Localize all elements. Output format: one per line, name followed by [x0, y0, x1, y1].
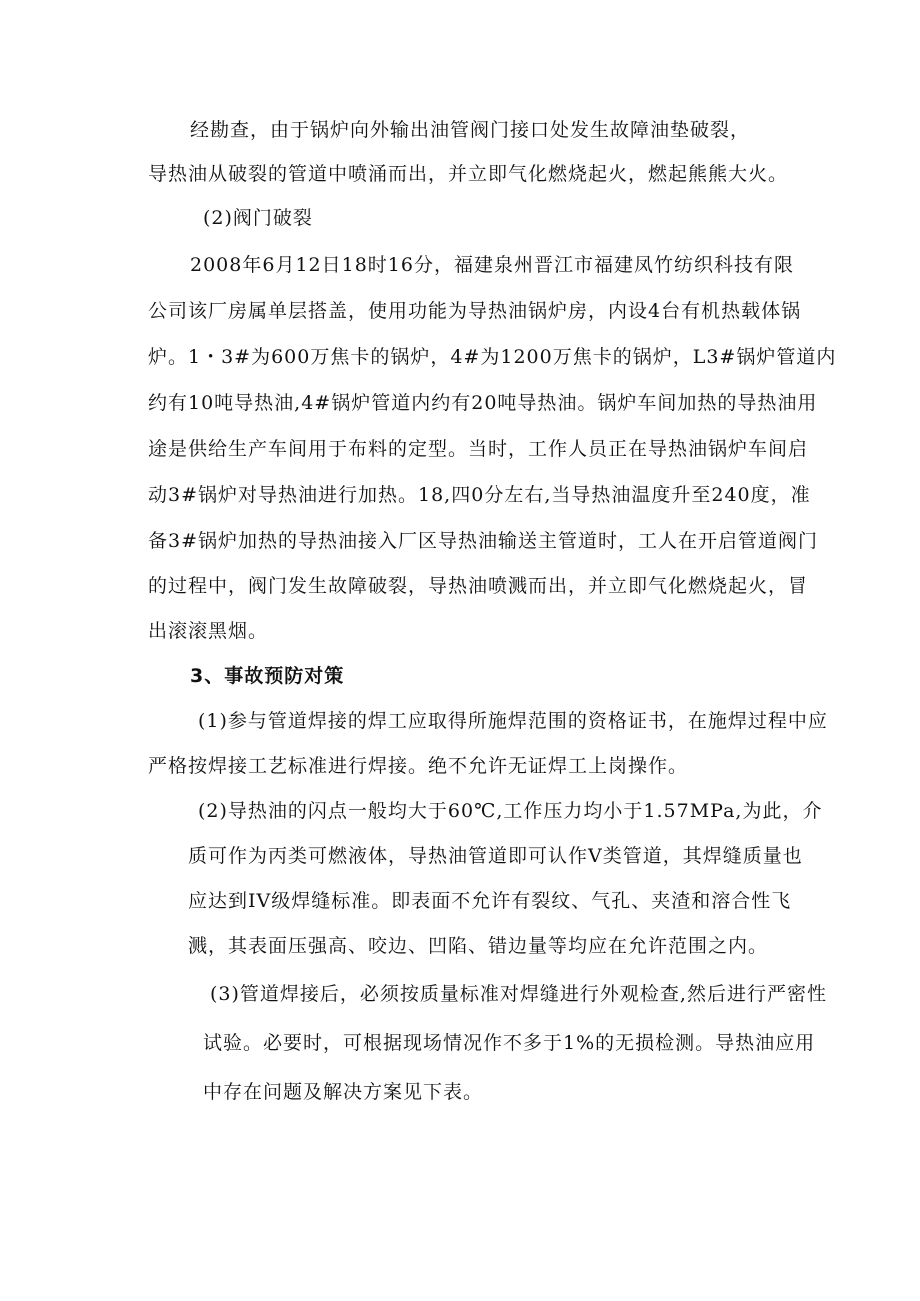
list-item-line: 试验。必要时，可根据现场情况作不多于1%的无损检测。导热油应用 [203, 1032, 816, 1054]
paragraph-line: 2008年6月12日18时16分，福建泉州晋江市福建凤竹纺织科技有限 [190, 254, 794, 276]
list-item-line: (3)管道焊接后，必须按质量标准对焊缝进行外观检查,然后进行严密性 [210, 983, 827, 1005]
paragraph-line: 途是供给生产车间用于布料的定型。当时，工作人员正在导热油锅炉车间启 [148, 438, 809, 460]
list-item-line: 中存在问题及解决方案见下表。 [203, 1081, 484, 1103]
paragraph-line: 约有10吨导热油,4#锅炉管道内约有20吨导热油。锅炉车间加热的导热油用 [148, 392, 818, 414]
list-item-line: 严格按焊接工艺标准进行焊接。绝不允许无证焊工上岗操作。 [148, 755, 689, 777]
list-item-line: (2)导热油的闪点一般均大于60℃,工作压力均小于1.57MPa,为此，介 [198, 800, 823, 822]
paragraph-line: 出滚滚黑烟。 [148, 620, 269, 642]
section-heading: 3、事故预防对策 [190, 665, 345, 687]
paragraph-line: 公司该厂房属单层搭盖，使用功能为导热油锅炉房，内设4台有机热载体锅 [148, 300, 802, 322]
paragraph-line: 动3#锅炉对导热油进行加热。18,四0分左右,当导热油温度升至240度，准 [148, 484, 811, 506]
paragraph-line: 炉。1・3#为600万焦卡的锅炉，4#为1200万焦卡的锅炉，L3#锅炉管道内 [148, 346, 837, 368]
list-item-line: 应达到IV级焊缝标准。即表面不允许有裂纹、气孔、夹渣和溶合性飞 [188, 890, 792, 912]
paragraph-line: 经勘查，由于锅炉向外输出油管阀门接口处发生故障油垫破裂， [190, 119, 751, 141]
list-item-line: 溅，其表面压强高、咬边、凹陷、错边量等均应在允许范围之内。 [188, 935, 769, 957]
list-item-line: 质可作为丙类可燃液体，导热油管道即可认作V类管道，其焊缝质量也 [188, 845, 803, 867]
paragraph-line: 的过程中，阀门发生故障破裂，导热油喷溅而出，并立即气化燃烧起火，冒 [148, 575, 809, 597]
list-item-line: (1)参与管道焊接的焊工应取得所施焊范围的资格证书，在施焊过程中应 [198, 710, 828, 732]
paragraph-line: 备3#锅炉加热的导热油接入厂区导热油输送主管道时，工人在开启管道阀门 [148, 530, 819, 552]
paragraph-line: 导热油从破裂的管道中喷涌而出，并立即气化燃烧起火，燃起熊熊大火。 [148, 163, 789, 185]
subheading-valve-rupture: (2)阀门破裂 [203, 207, 313, 229]
